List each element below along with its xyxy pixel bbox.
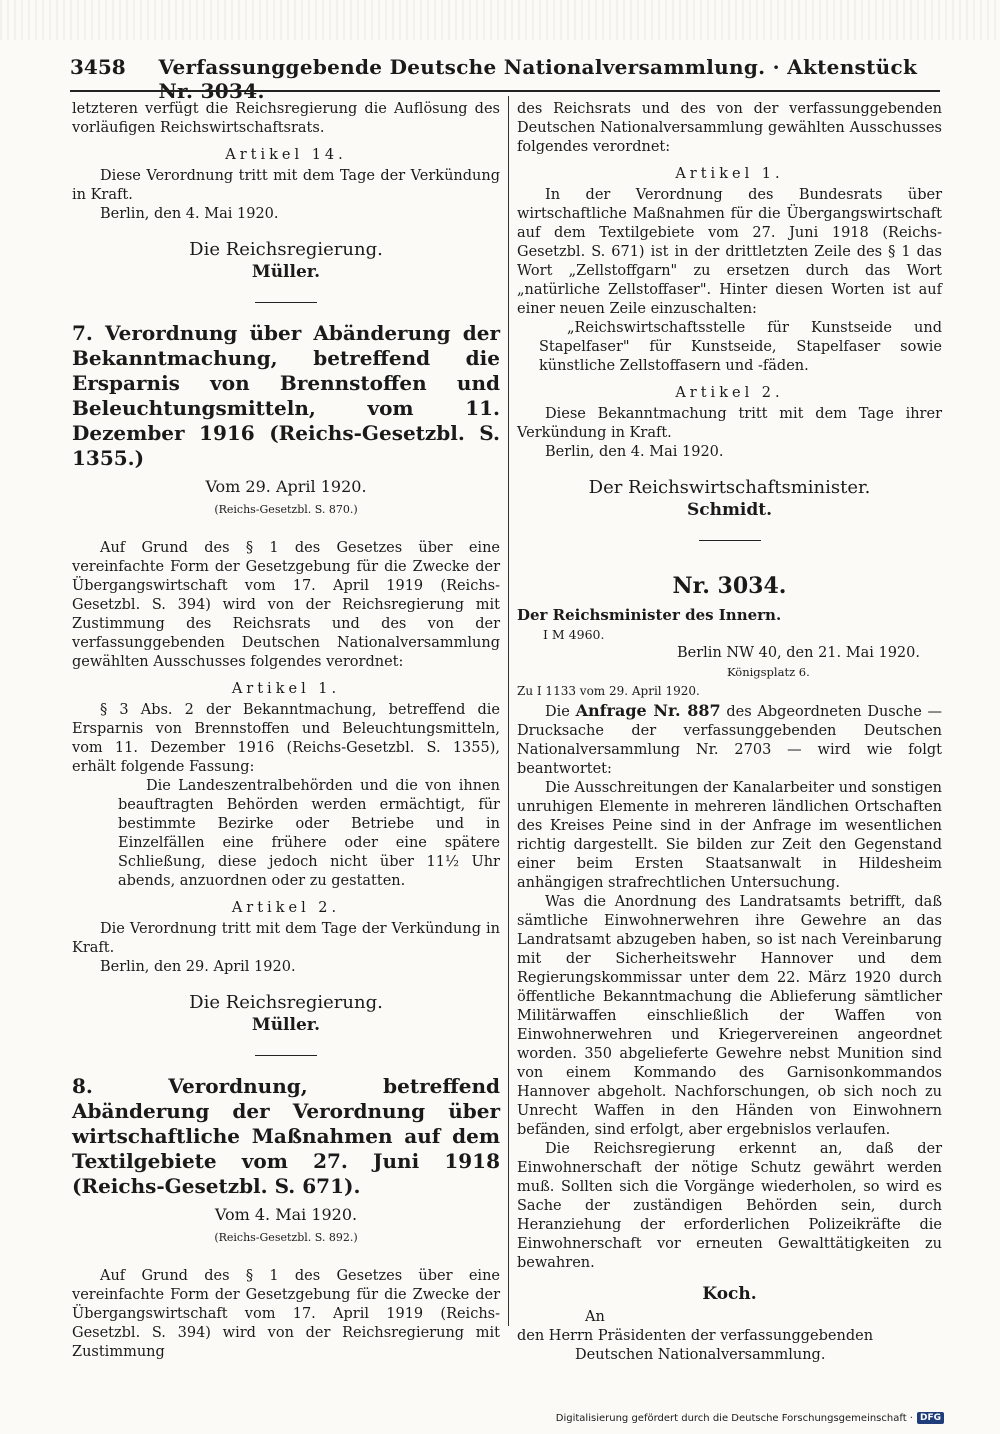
section-7-heading: 7. Verordnung über Abänderung der Bekanntmachung, betreffend die Ersparnis von Brennstoffen und Beleuchtungsmitteln, vom 11. Dezember 1916 (Reichs-Gesetzbl. S. 1355.) bbox=[72, 321, 500, 470]
section-8-date: Vom 4. Mai 1920. bbox=[214, 1205, 358, 1224]
recipient-line-1: den Herrn Präsidenten der verfassunggebenden bbox=[517, 1328, 874, 1344]
right-column bbox=[517, 100, 942, 1365]
footer-text: Digitalisierung gefördert durch die Deutsche Forschungsgemeinschaft · bbox=[555, 1412, 913, 1424]
right-article-2-title: Artikel 2. bbox=[675, 385, 784, 401]
continuation-paragraph: des Reichsrats und des von der verfassunggebenden Deutschen Nationalversammlung gewählten Ausschusses folgendes verordnet: bbox=[517, 101, 942, 155]
right-date-line: Berlin, den 4. Mai 1920. bbox=[545, 444, 724, 460]
section-7-article-1-title: Artikel 1. bbox=[231, 681, 341, 697]
signature-body-2: Die Reichsregierung. bbox=[189, 992, 383, 1013]
answer-paragraph-2: Die Ausschreitungen der Kanalarbeiter und sonstigen unruhigen Elemente in mehreren ländlichen Ortschaften des Kreises Peine sind in der Anfrage im wesentlichen richtig dargestellt. Sie bilden zur Zeit den Gegenstand einer beim Ersten Staatsanwalt in Hildesheim anhängigen strafrechtlichen Untersuchung. bbox=[517, 780, 942, 891]
answer-p1-rest: des Abgeordneten Dusche — Drucksache der verfassunggebenden Deutschen Nationalversammlung Nr. 2703 — wird wie folgt beantwortet: bbox=[517, 704, 943, 777]
reference-number: I M 4960. bbox=[543, 627, 605, 642]
intro-paragraph: letzteren verfügt die Reichsregierung die Auflösung des vorläufigen Reichswirtschaftsrats. bbox=[72, 101, 500, 136]
reference-note: Zu I 1133 vom 29. April 1920. bbox=[517, 684, 700, 698]
article-14-title: Artikel 14. bbox=[225, 147, 347, 163]
section-8-intro: Auf Grund des § 1 des Gesetzes über eine vereinfachte Form der Gesetzgebung für die Zwecke der Übergangswirtschaft vom 17. April 1919 (Reichs-Gesetzbl. S. 394) wird von der Reichsregierung mit Zustimmung bbox=[72, 1268, 500, 1360]
section-separator bbox=[255, 302, 317, 303]
date-line-2: Berlin, den 29. April 1920. bbox=[100, 959, 296, 975]
signature-name-2: Müller. bbox=[251, 1015, 321, 1035]
right-article-1-text: In der Verordnung des Bundesrats über wirtschaftliche Maßnahmen für die Übergangswirtschaft auf dem Textilgebiete vom 27. Juni 1918 (Reichs-Gesetzbl. S. 671) ist in der drittletzten Zeile des § 1 das Wort „Zellstoffgarn" zu ersetzen durch das Wort „natürliche Zellstoffaser". Hinter diesen Worten ist auf einer neuen Zeile einzuschalten: bbox=[517, 187, 942, 317]
recipient-line-2: Deutschen Nationalversammlung. bbox=[575, 1347, 826, 1363]
dfg-logo: DFG bbox=[917, 1412, 944, 1424]
section-8-heading: 8. Verordnung, betreffend Abänderung der Verordnung über wirtschaftliche Maßnahmen auf dem Textilgebiete vom 27. Juni 1918 (Reichs-Gesetzbl. S. 671). bbox=[72, 1074, 500, 1198]
right-section-separator bbox=[699, 540, 761, 541]
header-rule bbox=[70, 90, 940, 92]
final-signature: Koch. bbox=[702, 1284, 757, 1304]
answer-p1-start: Die bbox=[545, 704, 570, 720]
left-column bbox=[72, 100, 500, 1362]
section-separator-2 bbox=[255, 1055, 317, 1056]
right-signature-body: Der Reichswirtschaftsminister. bbox=[588, 477, 871, 498]
address: Königsplatz 6. bbox=[727, 665, 810, 679]
inquiry-number: Anfrage Nr. 887 bbox=[575, 701, 721, 720]
section-7-article-1-quote: Die Landeszentralbehörden und die von ihnen beauftragten Behörden werden ermächtigt, für bestimmte Bezirke oder Betriebe und in Einzelfällen eine frühere oder eine spätere Schließung, diese jedoch nicht über 11½ Uhr abends, anzuordnen oder zu gestatten. bbox=[118, 778, 500, 889]
addressee-prefix: An bbox=[585, 1309, 605, 1325]
column-divider bbox=[508, 96, 509, 1326]
signature-name-1: Müller. bbox=[251, 262, 321, 282]
answer-paragraph-3: Was die Anordnung des Landratsamts betrifft, daß sämtliche Einwohnerwehren ihre Gewehre an das Landratsamt abzugeben haben, so ist nach Vereinbarung mit der Sicherheitswehr Hannover und dem Regierungskommissar unter dem 22. März 1920 durch öffentliche Bekanntmachung die Ablieferung sämtlicher Militärwaffen einschließlich der Waffen von Einwohnerwehren und Kriegervereinen angeordnet worden. 350 abgelieferte Gewehre nebst Munition sind von einem Kommando des Garnisonkommandos Hannover abgeholt. Nachforschungen, ob sich noch zu Unrecht Waffen in den Händen von Einwohnern befänden, sind erfolgt, aber ergebnislos verlaufen. bbox=[517, 894, 942, 1138]
scan-edge-noise bbox=[0, 0, 1000, 40]
document-number-heading: Nr. 3034. bbox=[672, 573, 787, 599]
section-7-citation: (Reichs-Gesetzbl. S. 870.) bbox=[214, 503, 358, 516]
right-signature-name: Schmidt. bbox=[686, 500, 773, 520]
right-article-1-title: Artikel 1. bbox=[675, 166, 784, 182]
section-7-quote-block bbox=[72, 777, 500, 891]
right-article-2-text: Diese Bekanntmachung tritt mit dem Tage ihrer Verkündung in Kraft. bbox=[517, 406, 942, 441]
minister-heading: Der Reichsminister des Innern. bbox=[517, 606, 782, 624]
answer-paragraph-1 bbox=[517, 701, 942, 779]
section-7-article-2-title: Artikel 2. bbox=[231, 900, 341, 916]
section-7-article-2-text: Die Verordnung tritt mit dem Tage der Verkündung in Kraft. bbox=[72, 921, 500, 956]
section-7-date: Vom 29. April 1920. bbox=[205, 477, 367, 496]
dateline: Berlin NW 40, den 21. Mai 1920. bbox=[677, 645, 920, 661]
section-8-citation: (Reichs-Gesetzbl. S. 892.) bbox=[214, 1231, 358, 1244]
date-line-1: Berlin, den 4. Mai 1920. bbox=[100, 206, 279, 222]
section-7-article-1-text: § 3 Abs. 2 der Bekanntmachung, betreffend die Ersparnis von Brennstoffen und Beleuchtungsmitteln, vom 11. Dezember 1916 (Reichs-Gesetzbl. S. 1355), erhält folgende Fassung: bbox=[72, 702, 500, 775]
footer-credit bbox=[556, 1412, 944, 1424]
header-title: Verfassunggebende Deutsche Nationalversammlung. · Aktenstück Nr. 3034. bbox=[158, 55, 918, 103]
section-7-intro: Auf Grund des § 1 des Gesetzes über eine vereinfachte Form der Gesetzgebung für die Zwecke der Übergangswirtschaft vom 17. April 1919 (Reichs-Gesetzbl. S. 394) wird von der Reichsregierung mit Zustimmung des Reichsrats und des von der verfassunggebenden Deutschen Nationalversammlung gewählten Ausschusses folgendes verordnet: bbox=[72, 540, 500, 670]
page-header bbox=[70, 55, 930, 103]
page-number: 3458 bbox=[70, 55, 126, 79]
answer-paragraph-4: Die Reichsregierung erkennt an, daß der Einwohnerschaft der nötige Schutz gewährt werden muß. Sollten sich die Vorgänge wiederholen, so wird es Sache der zuständigen Behörden sein, durch Heranziehung der erforderlichen Polizeikräfte die Einwohnerschaft vor erneuten Gewalttätigkeiten zu bewahren. bbox=[517, 1141, 942, 1271]
right-article-1-quote: „Reichswirtschaftsstelle für Kunstseide und Stapelfaser" für Kunstseide, Stapelfaser sowie künstliche Zellstoffasern und -fäden. bbox=[539, 320, 942, 374]
article-14-text: Diese Verordnung tritt mit dem Tage der Verkündung in Kraft. bbox=[72, 168, 500, 203]
signature-body-1: Die Reichsregierung. bbox=[189, 239, 383, 260]
